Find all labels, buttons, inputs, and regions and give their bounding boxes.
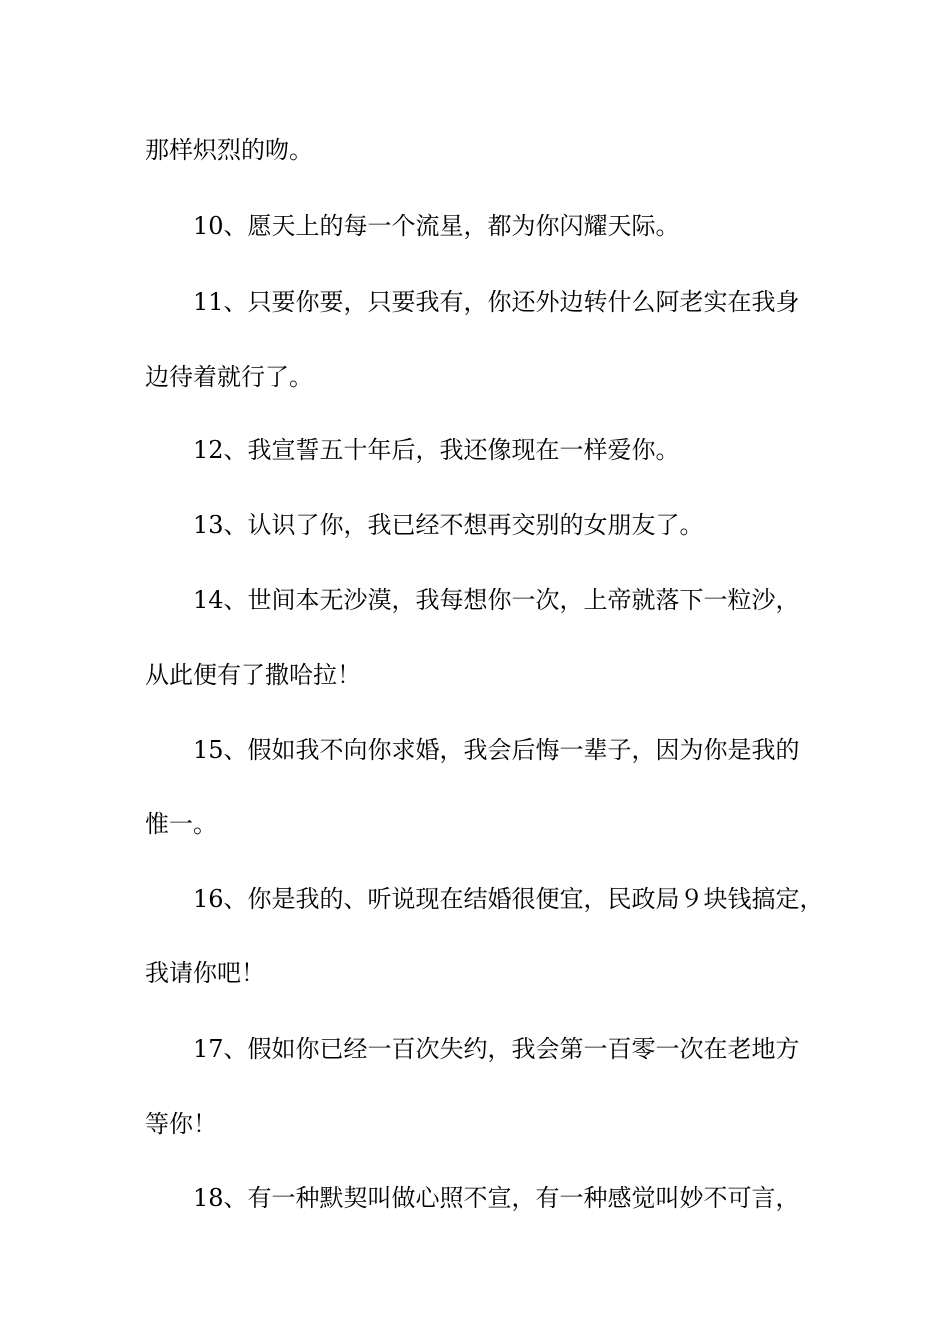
text-line: 10、愿天上的每一个流星，都为你闪耀天际。 <box>193 212 680 240</box>
text-line: 那样炽烈的吻。 <box>145 136 313 164</box>
text-line: 我请你吧！ <box>145 959 265 987</box>
text-line: 18、有一种默契叫做心照不宣，有一种感觉叫妙不可言， <box>193 1184 800 1212</box>
text-line: 11、只要你要，只要我有，你还外边转什么阿老实在我身 <box>193 288 800 316</box>
text-line: 等你！ <box>145 1110 217 1138</box>
text-line: 13、认识了你，我已经不想再交别的女朋友了。 <box>193 511 704 539</box>
text-line: 14、世间本无沙漠，我每想你一次，上帝就落下一粒沙， <box>193 586 800 614</box>
text-line: 17、假如你已经一百次失约，我会第一百零一次在老地方 <box>193 1035 800 1063</box>
text-line: 从此便有了撒哈拉！ <box>145 661 361 689</box>
text-line: 12、我宣誓五十年后，我还像现在一样爱你。 <box>193 436 680 464</box>
text-line: 16、你是我的、听说现在结婚很便宜，民政局９块钱搞定， <box>193 885 824 913</box>
text-line: 边待着就行了。 <box>145 363 313 391</box>
text-line: 15、假如我不向你求婚，我会后悔一辈子，因为你是我的 <box>193 736 800 764</box>
text-line: 惟一。 <box>145 810 217 838</box>
